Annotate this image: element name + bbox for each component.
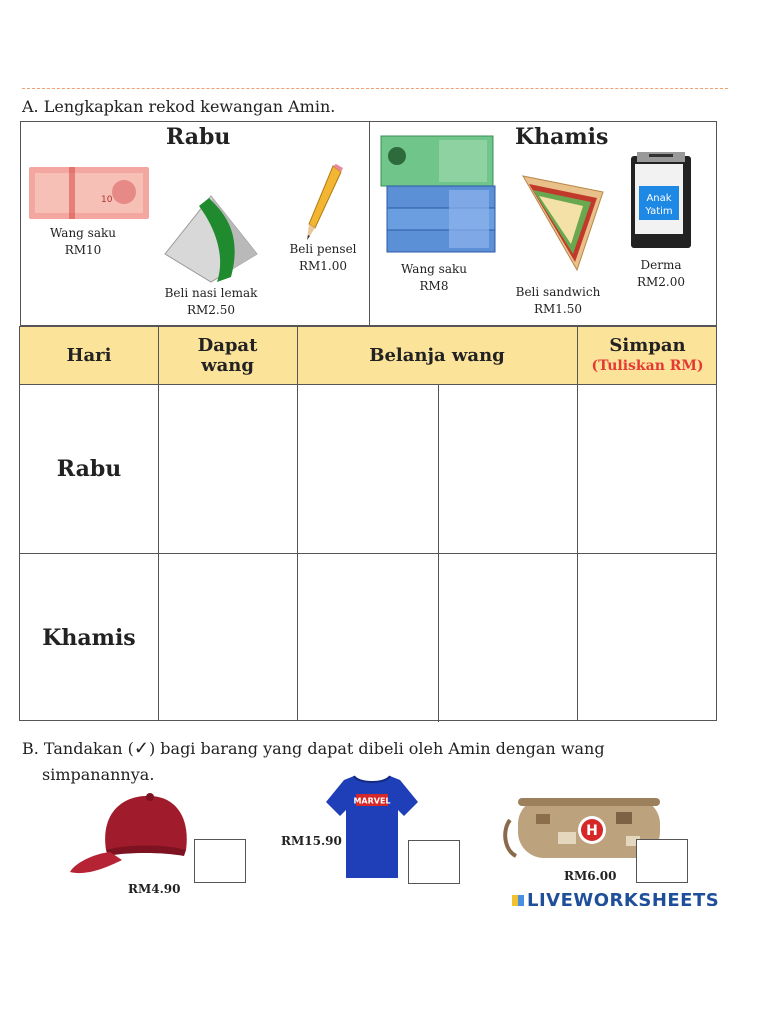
liveworksheets-watermark: LIVEWORKSHEETS xyxy=(512,890,719,906)
pencil-case-logo: H xyxy=(586,823,598,839)
rabu-pocket-money: Wang saku RM10 xyxy=(50,226,116,257)
donation-box-icon xyxy=(627,150,699,252)
pencil-case-price: RM6.00 xyxy=(564,869,617,883)
section-b-instruction: B. Tandakan (✓) bagi barang yang dapat dibeli oleh Amin dengan wang simpanannya. xyxy=(22,738,605,784)
tshirt-price: RM15.90 xyxy=(281,834,342,848)
cap-icon xyxy=(66,790,194,882)
khamis-pocket-money: Wang saku RM8 xyxy=(401,262,467,293)
nasi-lemak-icon xyxy=(161,192,261,287)
pencil-case-checkbox[interactable] xyxy=(636,839,688,883)
khamis-belanja-cell-2[interactable] xyxy=(439,554,577,722)
top-divider xyxy=(22,88,728,89)
donation-box-label-1: Anak xyxy=(646,193,672,204)
row-label-rabu: Rabu xyxy=(56,456,122,482)
cap-price: RM4.90 xyxy=(128,882,181,896)
cap-checkbox[interactable] xyxy=(194,839,246,883)
rabu-nasi-lemak: Beli nasi lemak RM2.50 xyxy=(164,286,258,317)
rabu-belanja-cell-1[interactable] xyxy=(298,385,438,553)
tshirt-logo: MARVEL xyxy=(353,796,391,806)
banknote-10-icon xyxy=(29,162,154,222)
story-box xyxy=(20,121,717,326)
rabu-title: Rabu xyxy=(166,124,231,150)
pencil-icon xyxy=(303,164,343,244)
khamis-belanja-cell-1[interactable] xyxy=(298,554,438,722)
khamis-title: Khamis xyxy=(515,124,609,150)
khamis-sandwich: Beli sandwich RM1.50 xyxy=(515,285,601,316)
liveworksheets-logo-icon xyxy=(512,895,524,906)
rabu-belanja-cell-2[interactable] xyxy=(439,385,577,553)
donation-box-label-2: Yatim xyxy=(645,206,673,217)
header-simpan: Simpan (Tuliskan RM) xyxy=(591,335,704,374)
sandwich-icon xyxy=(517,170,609,274)
tshirt-checkbox[interactable] xyxy=(408,840,460,884)
tick-icon: ✓ xyxy=(133,738,149,759)
row-label-khamis: Khamis xyxy=(42,624,136,651)
rabu-dapat-cell[interactable] xyxy=(159,385,297,553)
rabu-pencil: Beli pensel RM1.00 xyxy=(289,242,357,273)
khamis-dapat-cell[interactable] xyxy=(159,554,297,722)
section-a-instruction: A. Lengkapkan rekod kewangan Amin. xyxy=(22,97,336,116)
rabu-simpan-cell[interactable] xyxy=(578,385,717,553)
svg-text:10: 10 xyxy=(101,195,113,205)
banknotes-stack-icon xyxy=(379,134,499,259)
header-dapat-wang: Dapat wang xyxy=(197,335,258,376)
header-belanja-wang: Belanja wang xyxy=(369,345,505,366)
header-hari: Hari xyxy=(66,345,112,366)
khamis-donation: Derma RM2.00 xyxy=(636,258,686,289)
khamis-simpan-cell[interactable] xyxy=(578,554,717,722)
finance-record-table xyxy=(19,326,717,721)
tshirt-icon xyxy=(324,772,420,882)
